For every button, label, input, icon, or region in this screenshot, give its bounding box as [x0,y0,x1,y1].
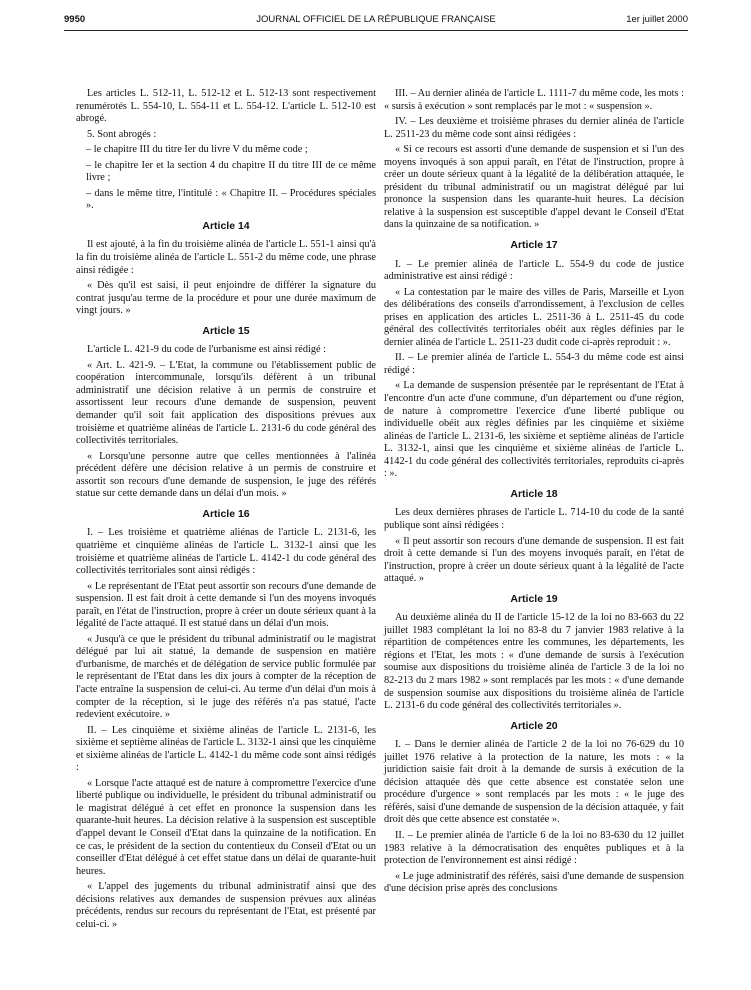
paragraph: Les articles L. 512-11, L. 512-12 et L. 512-13 sont respectivement renumérotés L. 554-10, L. 554-11 et L. 554-12. L'article L. 512-10 est abrogé. [76,88,376,125]
paragraph: II. – Le premier alinéa de l'article L. 554-3 du même code est ainsi rédigé : [384,352,684,376]
article-heading: Article 19 [510,592,558,605]
paragraph: « L'appel des jugements du tribunal administratif ainsi que des décisions relatives aux demandes de suspension prévues aux alinéas précédents, rendus sur recours du représentant de l'Etat, est présenté par celui-ci. » [76,881,376,930]
paragraph: « Dès qu'il est saisi, il peut enjoindre de différer la signature du contrat jusqu'au terme de la procédure et pour une durée maximum de vingt jours. » [76,280,376,317]
paragraph: « Jusqu'à ce que le président du tribunal administratif ou le magistrat délégué par lui ait statué, la demande de suspension en matière d'urbanisme, de marchés et de délégation de service public formulée par le représentant de l'Etat dans les dix jours à compter de la réception de l'acte entraîne la suspension de celui-ci. Au terme d'un délai d'un mois à compter de la réception, si le juge des référés n'a pas statué, l'acte redevient exécutoire. » [76,633,376,721]
paragraph: Les deux dernières phrases de l'article L. 714-10 du code de la santé publique sont ainsi rédigées : [384,507,684,531]
paragraph: « Il peut assortir son recours d'une demande de suspension. Il est fait droit à cette demande si l'un des moyens invoqués paraît, en l'état de l'instruction, propre à créer un doute sérieux quant à la légalité de l'acte attaqué. » [384,535,684,585]
paragraph: I. – Le premier alinéa de l'article L. 554-9 du code de justice administrative est ainsi rédigé : [384,258,684,283]
paragraph: « Le représentant de l'Etat peut assortir son recours d'une demande de suspension. Il est fait droit à cette demande si l'un des moyens invoqués paraît, en l'état de l'instruction, propre à créer un doute sérieux quant à la légalité de l'acte attaqué. Il est statué dans un délai d'un mois. [76,580,376,630]
paragraph: III. – Au dernier alinéa de l'article L. 1111-7 du même code, les mots : « sursis à exécution » sont remplacés par le mot : « suspension ». [384,88,684,112]
article-heading: Article 14 [202,219,250,232]
paragraph: Au deuxième alinéa du II de l'article 15-12 de la loi no 83-663 du 22 juillet 1983 complétant la loi no 83-8 du 7 janvier 1983 relative à la répartition de compétences entre les communes, les départements, les régions et l'Etat, les mots : « d'une demande de sursis à l'exécution soumise aux dispositions du troisième alinéa de l'article 3 de la loi no 82-213 du 2 mars 1982 » sont remplacés par les mots : « d'une demande de suspension soumise aux dispositions du troisième alinéa de l'article L. 2131-6 du code général des collectivités territoriales ». [384,612,684,712]
list-item: – le chapitre III du titre Ier du livre V du même code ; [86,144,308,156]
header-rule [64,30,688,31]
list-item: – le chapitre Ier et la section 4 du chapitre II du titre III de ce même livre ; [86,159,376,184]
paragraph: « La contestation par le maire des villes de Paris, Marseille et Lyon des délibérations des conseils d'arrondissement, à l'exclusion de celles prises en application des articles L. 2511-36 à L. 2511-45 du code général des collectivités territoriales obéit aux règles définies par le dernier alinéa de l'article L. 2511-23 dudit code ci-après reproduit : ». [384,286,684,348]
issue-date: 1er juillet 2000 [626,14,688,25]
article-heading: Article 15 [202,324,250,337]
paragraph: « Art. L. 421-9. – L'Etat, la commune ou l'établissement public de coopération intercommunale, lorsqu'ils défèrent à un tribunal administratif une décision relative à un permis de construire et assortissent leur recours d'une demande de suspension, peuvent demander qu'il soit fait application des dispositions prévues aux troisième et quatrième alinéas de l'article L. 2131-6 du code général des collectivités territoriales. [76,359,376,447]
paragraph: Il est ajouté, à la fin du troisième alinéa de l'article L. 551-1 ainsi qu'à la fin du troisième alinéa de l'article L. 551-2 du même code, une phrase ainsi rédigée : [76,239,376,276]
paragraph: « Le juge administratif des référés, saisi d'une demande de suspension d'une décision prise après des conclusions [384,870,684,895]
paragraph: 5. Sont abrogés : [87,128,157,140]
left-column [76,88,376,934]
paragraph: « Si ce recours est assorti d'une demande de suspension et si l'un des moyens invoqués à son appui paraît, en l'état de l'instruction, propre à créer un doute sérieux quant à la légalité de la délibération attaquée, le président du tribunal administratif ou un magistrat délégué par lui prononce la suspension dans les quarante-huit heures. La décision relative à la suspension est susceptible d'appel devant le Conseil d'Etat dans la quinzaine de sa notification. » [384,144,684,231]
paragraph: IV. – Les deuxième et troisième phrases du dernier alinéa de l'article L. 2511-23 du même code sont ainsi rédigées : [384,116,684,140]
right-column [384,88,684,899]
paragraph: I. – Les troisième et quatrième aliénas de l'article L. 2131-6, les quatrième et cinquième alinéas de l'article L. 3132-1 ainsi que les troisième et quatrième alinéas de l'article L. 4142-1 du code général des collectivités territoriales sont ainsi rédigés : [76,527,376,577]
paragraph: I. – Dans le dernier alinéa de l'article 2 de la loi no 76-629 du 10 juillet 1976 relative à la protection de la nature, les mots : « la juridiction saisie fait droit à la demande de sursis à exécution de la décision attaquée dès que cette absence est constatée selon une procédure d'urgence » sont remplacés par les mots : « le juge des référés, saisi d'une demande de suspension de la décision attaquée, y fait droit dès que cette absence est constatée ». [384,739,684,826]
article-heading: Article 18 [510,487,558,500]
paragraph: « La demande de suspension présentée par le représentant de l'Etat à l'encontre d'un acte d'une commune, d'un département ou d'une région, de nature à compromettre l'exercice d'une liberté publique ou individuelle obéit aux règles définies par les cinquième et sixième alinéas de l'article L. 2131-6, les sixième et septième alinéas de l'article L. 3132-1, ainsi que les cinquième et sixième alinéas de l'article L. 4142-1 du code général des collectivités territoriales, reproduits ci-après : ». [384,380,684,480]
paragraph: II. – Les cinquième et sixième alinéas de l'article L. 2131-6, les sixième et septième alinéas de l'article L. 3132-1 ainsi que les cinquième et sixième alinéas de l'article L. 4142-1 du même code sont ainsi rédigés : [76,724,376,774]
article-heading: Article 20 [510,719,558,732]
paragraph: II. – Le premier alinéa de l'article 6 de la loi no 83-630 du 12 juillet 1983 relative à la démocratisation des enquêtes publiques et à la protection de l'environnement est ainsi rédigé : [384,829,684,867]
page-number: 9950 [64,14,86,25]
journal-title: JOURNAL OFFICIEL DE LA RÉPUBLIQUE FRANÇAISE [256,14,496,25]
paragraph: « Lorsque l'acte attaqué est de nature à compromettre l'exercice d'une liberté publique ou individuelle, le président du tribunal administratif ou le magistrat délégué à cet effet en prononce la suspension dans les quarante-huit heures. La décision relative à la suspension est susceptible d'appel devant le Conseil d'Etat dans la quinzaine de la notification. En ce cas, le président de la section du contentieux du Conseil d'Etat ou un conseiller d'Etat délégué à cet effet statue dans un délai de quarante-huit heures. [76,777,376,877]
article-heading: Article 16 [202,507,250,520]
paragraph: L'article L. 421-9 du code de l'urbanisme est ainsi rédigé : [87,344,327,356]
paragraph: « Lorsqu'une personne autre que celles mentionnées à l'alinéa précédent défère une décision relative à un permis de construire et assortit son recours d'une demande de suspension, le juge des référés statue sur cette demande dans un délai d'un mois. » [76,450,376,500]
article-heading: Article 17 [510,239,558,252]
list-item: – dans le même titre, l'intitulé : « Chapitre II. – Procédures spéciales ». [86,187,376,212]
running-header [64,14,688,30]
